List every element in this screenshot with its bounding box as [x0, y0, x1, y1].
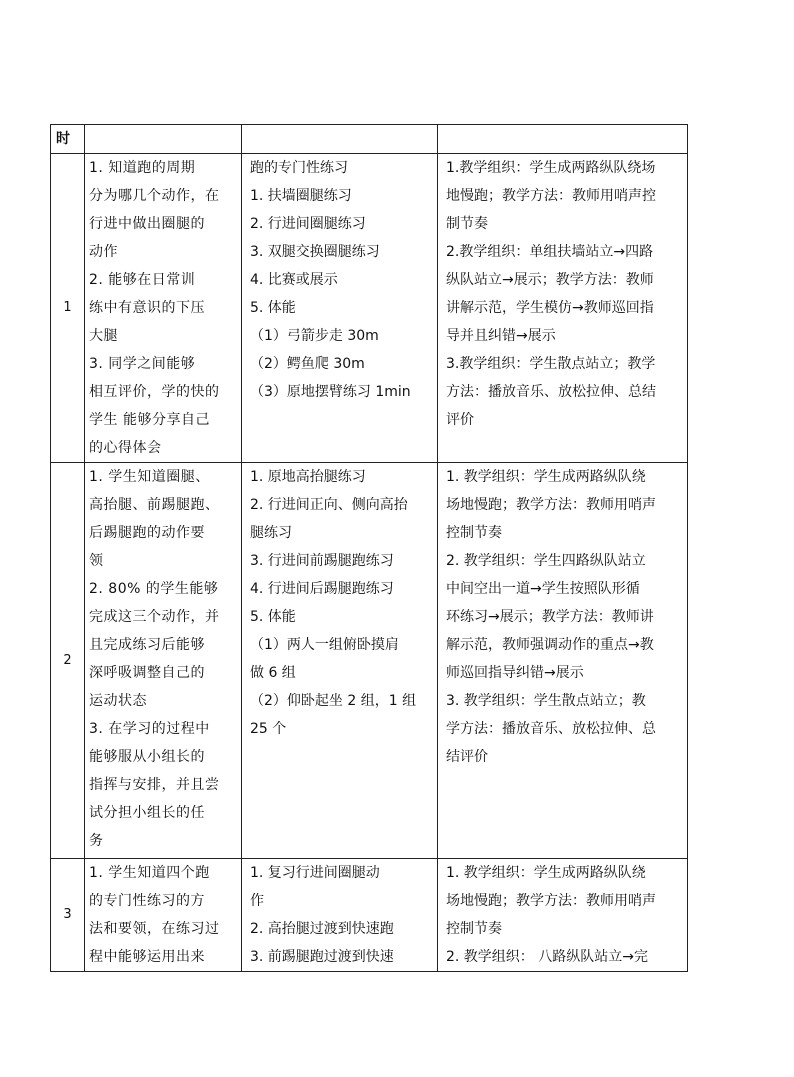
text-line: 1.教学组织：学生成两路纵队绕场 [446, 160, 656, 176]
text-line: （1）两人一组俯卧摸肩 [250, 637, 399, 653]
text-line: 控制节奏 [446, 525, 502, 541]
lesson-number: 2 [51, 463, 85, 859]
text-line: 跑的专门性练习 [250, 160, 348, 176]
text-line: 纵队站立→展示；教学方法：教师 [446, 272, 654, 288]
text-line: 2. 80% 的学生能够 [89, 581, 219, 597]
text-line: （3）原地摆臂练习 1min [250, 384, 411, 400]
text-line: 1. 教学组织：学生成两路纵队绕 [446, 469, 646, 485]
lesson-plan-table [50, 124, 688, 972]
text-line: 3.教学组织：学生散点站立；教学 [446, 356, 656, 372]
text-line: 5. 体能 [250, 609, 296, 625]
header-cell-methods [438, 125, 688, 154]
text-line: 1. 复习行进间圈腿动 [250, 865, 380, 881]
text-line: 1. 学生知道四个跑 [89, 865, 210, 881]
text-line: 的心得体会 [89, 440, 162, 456]
text-line: 3. 行进间前踢腿跑练习 [250, 553, 394, 569]
text-line: 领 [89, 553, 104, 569]
text-line: 指挥与安排，并且尝 [89, 777, 220, 793]
text-line: 腿练习 [250, 525, 292, 541]
text-line: 深呼吸调整自己的 [89, 665, 205, 681]
text-line: 3. 教学组织：学生散点站立；教 [446, 693, 646, 709]
text-line: 师巡回指导纠错→展示 [446, 665, 584, 681]
content-cell [242, 859, 438, 972]
text-line: 4. 行进间后踢腿跑练习 [250, 581, 394, 597]
text-line: 高抬腿、前踢腿跑、 [89, 497, 220, 513]
text-line: 2. 行进间圈腿练习 [250, 216, 366, 232]
table-row [51, 859, 688, 972]
text-line: 评价 [446, 412, 474, 428]
text-line: 分为哪几个动作，在 [89, 188, 220, 204]
text-line: 讲解示范，学生模仿→教师巡回指 [446, 300, 654, 316]
text-line: 4. 比赛或展示 [250, 272, 338, 288]
text-line: 的专门性练习的方 [89, 893, 205, 909]
text-line: 相互评价，学的快的 [89, 384, 220, 400]
text-line: 环练习→展示；教学方法：教师讲 [446, 609, 654, 625]
text-line: 后踢腿跑的动作要 [89, 525, 205, 541]
text-line: 制节奏 [446, 216, 488, 232]
text-line: 行进中做出圈腿的 [89, 216, 205, 232]
table-row [51, 463, 688, 859]
objectives-cell [85, 463, 242, 859]
methods-cell [438, 154, 688, 463]
text-line: 能够服从小组长的 [89, 749, 205, 765]
content-cell [242, 154, 438, 463]
text-line: 试分担小组长的任 [89, 805, 205, 821]
text-line: 导并且纠错→展示 [446, 328, 556, 344]
lesson-number: 1 [51, 154, 85, 463]
header-cell-time: 时 [51, 125, 85, 154]
text-line: 1. 扶墙圈腿练习 [250, 188, 352, 204]
text-line: 学方法：播放音乐、放松拉伸、总 [446, 721, 656, 737]
text-line: 场地慢跑；教学方法：教师用哨声 [446, 497, 656, 513]
text-line: 做 6 组 [250, 665, 296, 681]
text-line: 5. 体能 [250, 300, 296, 316]
content-cell [242, 463, 438, 859]
text-line: 中间空出一道→学生按照队形循 [446, 581, 640, 597]
text-line: 法和要领，在练习过 [89, 921, 220, 937]
text-line: 3. 前踢腿跑过渡到快速 [250, 949, 394, 965]
text-line: 2. 行进间正向、侧向高抬 [250, 497, 408, 513]
text-line: 解示范，教师强调动作的重点→教 [446, 637, 654, 653]
text-line: 1. 教学组织：学生成两路纵队绕 [446, 865, 646, 881]
lesson-number: 3 [51, 859, 85, 972]
table-row [51, 154, 688, 463]
text-line: 运动状态 [89, 693, 147, 709]
text-line: （2）鳄鱼爬 30m [250, 356, 365, 372]
text-line: 程中能够运用出来 [89, 949, 205, 965]
text-line: 3. 同学之间能够 [89, 356, 196, 372]
header-cell-content [242, 125, 438, 154]
text-line: 作 [250, 893, 264, 909]
table-header-row [51, 125, 688, 154]
objectives-cell [85, 154, 242, 463]
text-line: 2. 高抬腿过渡到快速跑 [250, 921, 394, 937]
text-line: 动作 [89, 244, 118, 260]
text-line: （1）弓箭步走 30m [250, 328, 379, 344]
text-line: 且完成练习后能够 [89, 637, 205, 653]
text-line: 3. 双腿交换圈腿练习 [250, 244, 380, 260]
text-line: 2.教学组织：单组扶墙站立→四路 [446, 244, 654, 260]
text-line: 完成这三个动作，并 [89, 609, 220, 625]
text-line: 结评价 [446, 749, 488, 765]
text-line: 2. 能够在日常训 [89, 272, 196, 288]
text-line: 大腿 [89, 328, 118, 344]
text-line: （2）仰卧起坐 2 组，1 组 [250, 693, 417, 709]
header-cell-objectives [85, 125, 242, 154]
text-line: 1. 原地高抬腿练习 [250, 469, 366, 485]
text-line: 2. 教学组织： 八路纵队站立→完 [446, 949, 648, 965]
text-line: 练中有意识的下压 [89, 300, 205, 316]
methods-cell [438, 859, 688, 972]
text-line: 1. 知道跑的周期 [89, 160, 196, 176]
text-line: 3. 在学习的过程中 [89, 721, 210, 737]
text-line: 控制节奏 [446, 921, 502, 937]
text-line: 务 [89, 833, 104, 849]
text-line: 学生 能够分享自己 [89, 412, 210, 428]
objectives-cell [85, 859, 242, 972]
methods-cell [438, 463, 688, 859]
text-line: 1. 学生知道圈腿、 [89, 469, 210, 485]
text-line: 地慢跑；教学方法：教师用哨声控 [446, 188, 656, 204]
text-line: 25 个 [250, 721, 287, 737]
text-line: 场地慢跑；教学方法：教师用哨声 [446, 893, 656, 909]
text-line: 方法：播放音乐、放松拉伸、总结 [446, 384, 656, 400]
text-line: 2. 教学组织：学生四路纵队站立 [446, 553, 646, 569]
